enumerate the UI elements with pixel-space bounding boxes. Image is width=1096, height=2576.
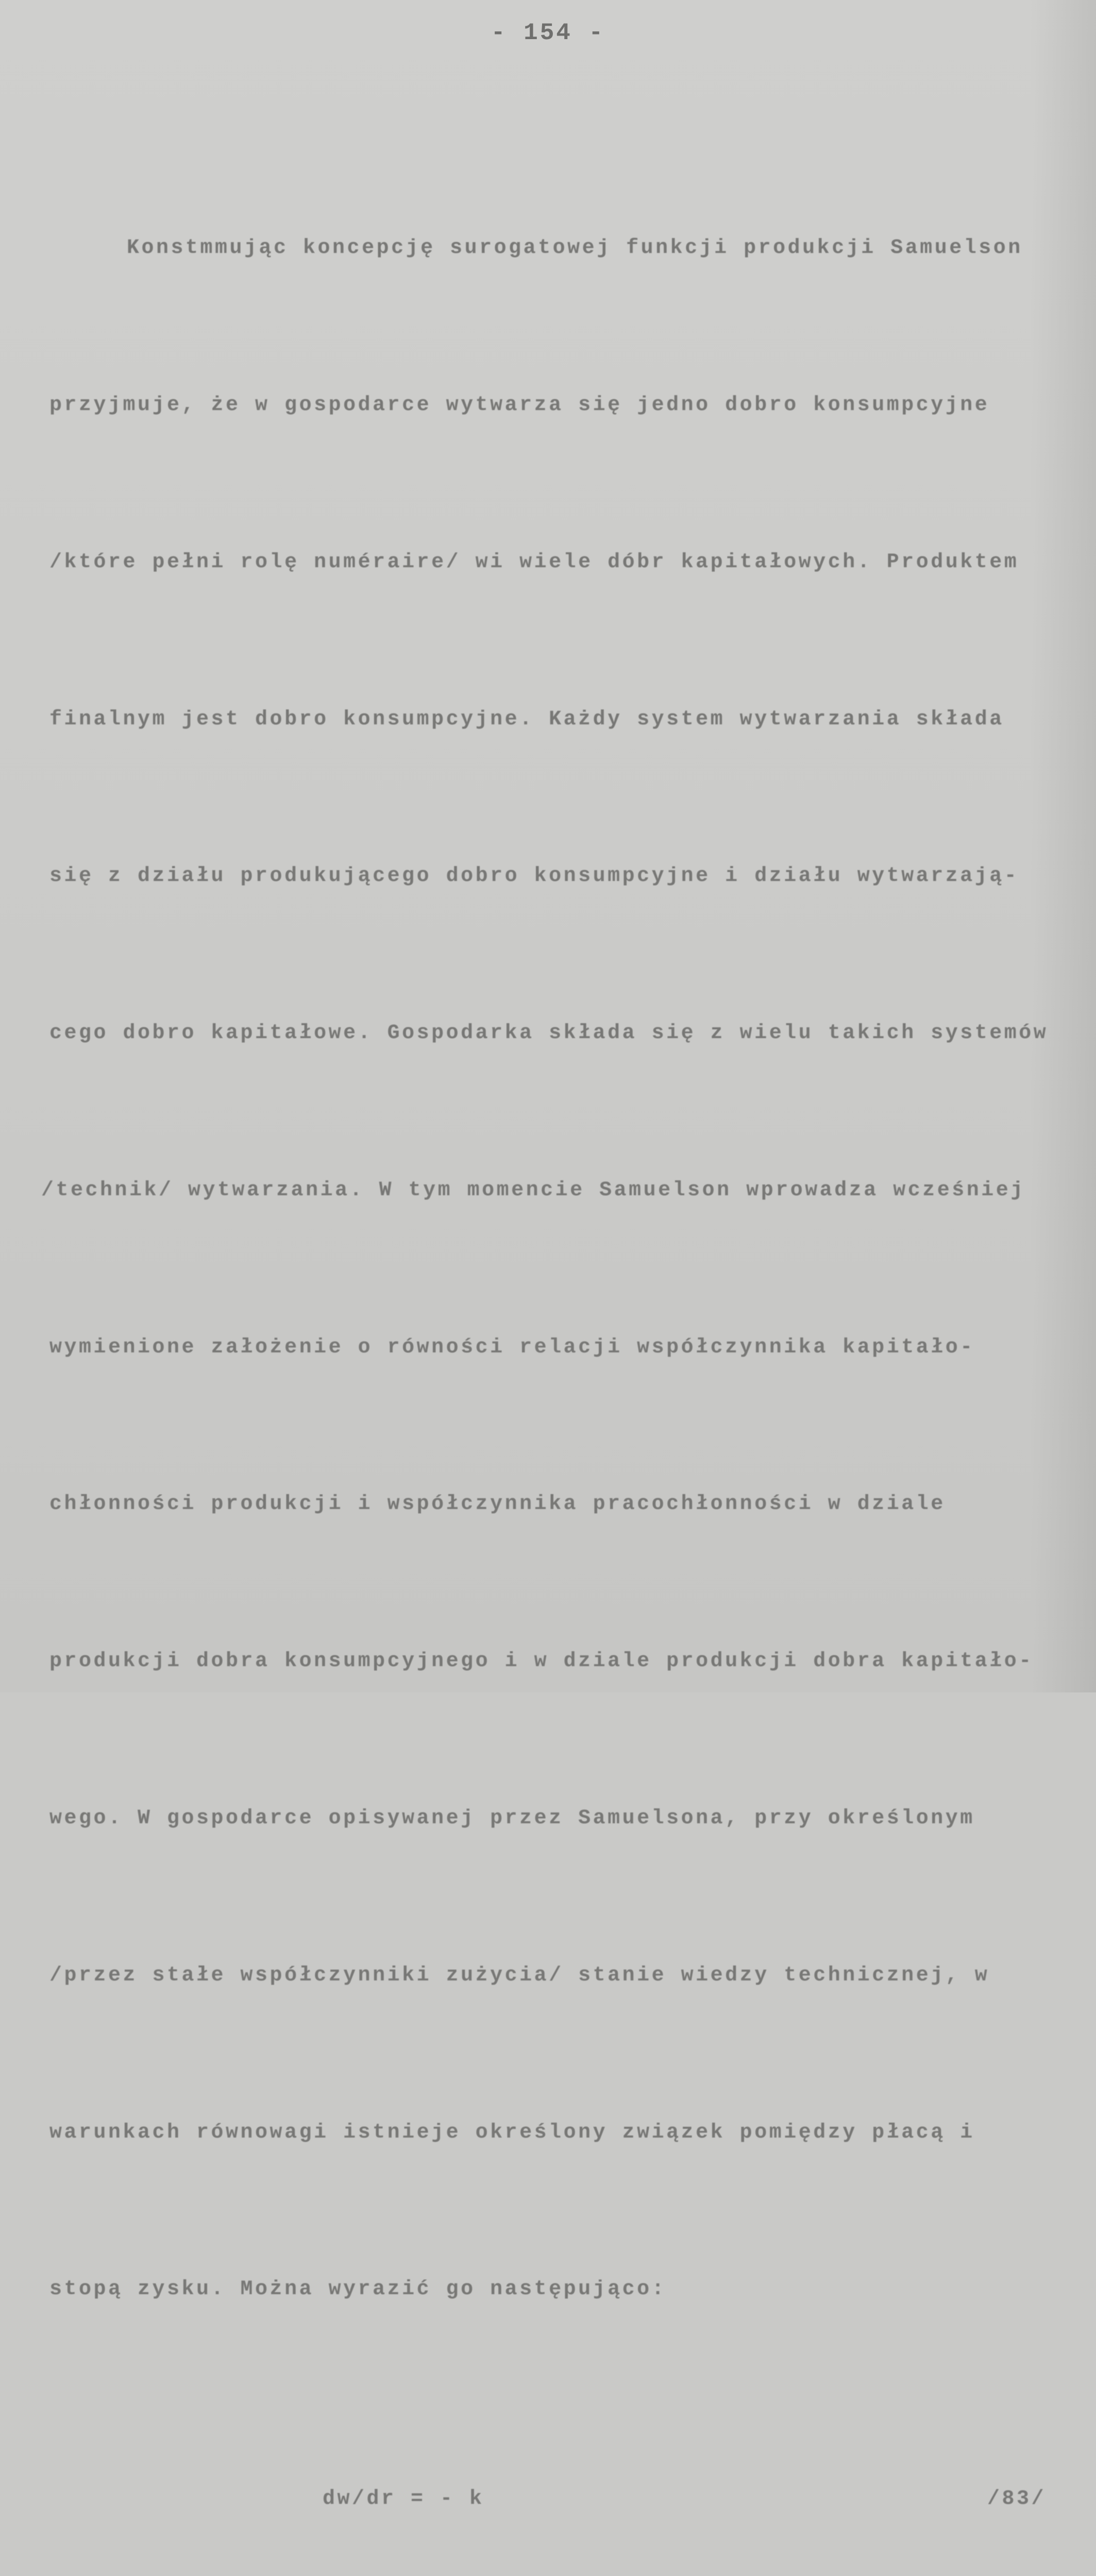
text-line: produkcji dobra konsumpcyjnego i w dziale produkcji dobra kapitało-	[49, 1650, 1034, 1673]
text-line: Konstmmując koncepcję surogatowej funkcji produkcji Samuelson	[127, 236, 1023, 260]
text-line: wymienione założenie o równości relacji współczynnika kapitało-	[49, 1335, 975, 1359]
text-line: chłonności produkcji i współczynnika pracochłonności w dziale	[49, 1493, 946, 1516]
text-line: /które pełni rolę numéraire/ wi wiele dóbr kapitałowych. Produktem	[49, 550, 1019, 574]
text-line: /przez stałe współczynniki zużycia/ stanie wiedzy technicznej, w	[49, 1963, 990, 1987]
text-line: stopą zysku. Można wyrazić go następująco:	[49, 2278, 667, 2301]
page-number: - 154 -	[491, 20, 605, 46]
text-line: się z działu produkującego dobro konsumpcyjne i działu wytwarzają-	[49, 865, 1019, 888]
text-line: przyjmuje, że w gospodarce wytwarza się jedno dobro konsumpcyjne	[49, 393, 990, 417]
text-line: warunkach równowagi istnieje określony związek pomiędzy płacą i	[49, 2121, 975, 2144]
equation-number: /83/	[987, 2487, 1047, 2511]
equation: dw/dr = - k	[323, 2487, 484, 2511]
body-text	[41, 117, 1096, 2576]
text-line: wego. W gospodarce opisywanej przez Samuelsona, przy określonym	[49, 1807, 975, 1830]
equation-row	[49, 2473, 1096, 2526]
text-line: /technik/ wytwarzania. W tym momencie Samuelson wprowadza wcześniej	[41, 1178, 1025, 1202]
text-line: finalnym jest dobro konsumpcyjne. Każdy system wytwarzania składa	[49, 707, 1004, 731]
text-line: cego dobro kapitałowe. Gospodarka składa się z wielu takich systemów	[49, 1022, 1049, 1045]
